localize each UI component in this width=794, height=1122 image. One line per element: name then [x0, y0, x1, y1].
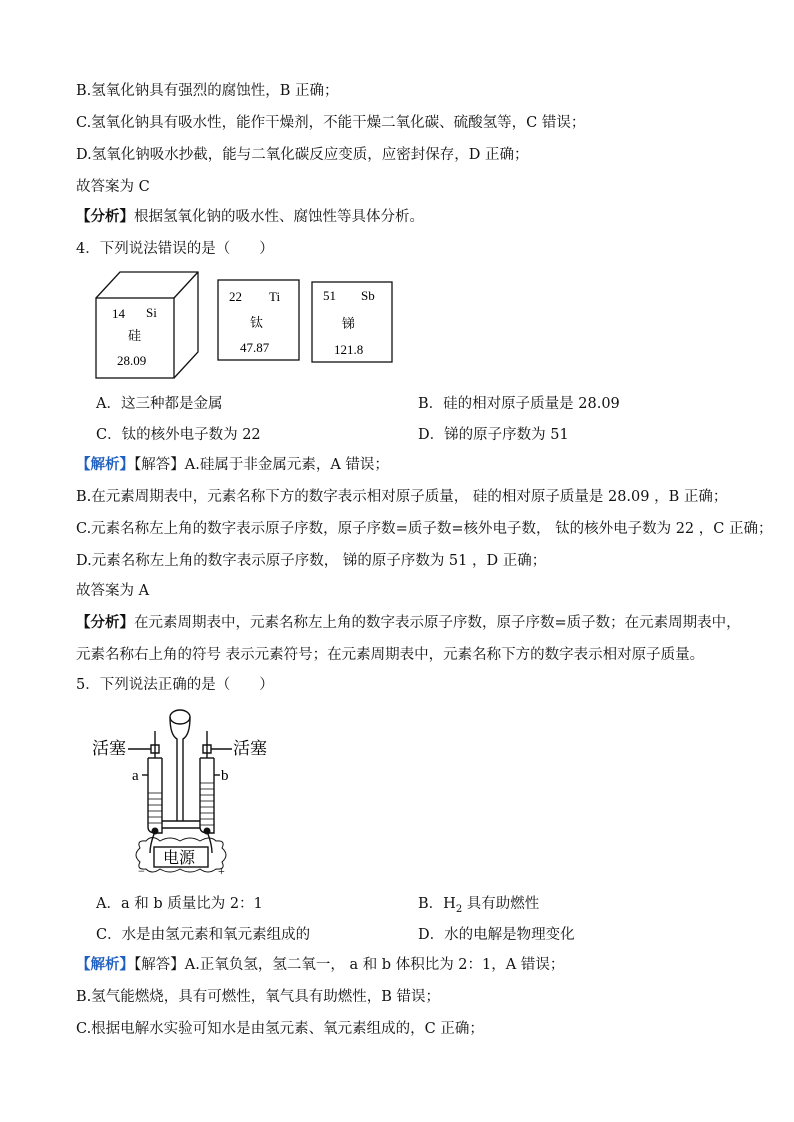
analysis-tag: 【分析】 — [76, 208, 134, 225]
positive-terminal: + — [218, 864, 225, 878]
tube-b-label: b — [221, 768, 229, 784]
q4-solution-d: D.元素名称左上角的数字表示原子序数， 锑的原子序数为 51 ，D 正确； — [76, 553, 547, 569]
jiexi-tag: 【解析】 — [76, 456, 134, 473]
q5-option-a: A．a 和 b 质量比为 2：1 — [96, 896, 263, 912]
q3-solution-b: B.氢氧化钠具有强烈的腐蚀性，B 正确； — [76, 83, 339, 99]
q5-option-b — [418, 894, 539, 920]
option-b-prefix: B．H — [418, 896, 456, 912]
titanium-mass: 47.87 — [240, 340, 270, 355]
silicon-number: 14 — [112, 306, 125, 321]
analysis-tag: 【分析】 — [76, 614, 134, 631]
jiexi-tag: 【解析】 — [76, 956, 134, 973]
q5-option-d: D．水的电解是物理变化 — [418, 927, 575, 943]
q3-answer: 故答案为 C — [76, 179, 150, 195]
negative-terminal: − — [138, 864, 145, 878]
antimony-number: 51 — [323, 288, 336, 303]
stopcock-right-label: 活塞 — [233, 739, 267, 758]
antimony-mass: 121.8 — [334, 342, 364, 357]
q5-option-c: C．水是由氢元素和氧元素组成的 — [96, 927, 311, 943]
analysis-text: 根据氢氧化钠的吸水性、腐蚀性等具体分析。 — [134, 209, 424, 225]
q5-question: 5．下列说法正确的是（ ） — [76, 677, 274, 693]
solution-a-text: A.硅属于非金属元素，A 错误； — [184, 457, 389, 473]
antimony-name: 锑 — [342, 316, 356, 331]
q5-solution-a — [76, 955, 564, 975]
silicon-name: 硅 — [128, 328, 142, 343]
q4-solution-a — [76, 455, 389, 475]
q5-solution-c: C.根据电解水实验可知水是由氢元素、氧元素组成的，C 正确； — [76, 1021, 484, 1037]
q4-option-c: C．钛的核外电子数为 22 — [96, 427, 261, 443]
q4-question: 4．下列说法错误的是（ ） — [76, 241, 274, 257]
silicon-mass: 28.09 — [117, 353, 147, 368]
q4-analysis-1 — [76, 613, 741, 633]
q4-analysis-2: 元素名称右上角的符号 表示元素符号；在元素周期表中，元素名称下方的数字表示相对原子质量。 — [76, 647, 705, 663]
q3-solution-c: C.氢氧化钠具有吸水性，能作干燥剂，不能干燥二氧化碳、硫酸氢等，C 错误； — [76, 115, 586, 131]
option-b-suffix: 具有助燃性 — [462, 896, 540, 912]
silicon-symbol: Si — [146, 305, 157, 320]
q4-option-b: B．硅的相对原子质量是 28.09 — [418, 396, 620, 412]
q4-answer: 故答案为 A — [76, 583, 150, 599]
q3-analysis — [76, 207, 424, 227]
titanium-name: 钛 — [250, 315, 264, 330]
q4-option-d: D．锑的原子序数为 51 — [418, 427, 569, 443]
water-electrolysis-apparatus-figure — [90, 703, 270, 878]
solution-a-text: A.正氧负氢，氢二氧一， a 和 b 体积比为 2：1，A 错误； — [184, 957, 565, 973]
analysis-text: 在元素周期表中，元素名称左上角的数字表示原子序数，原子序数=质子数；在元素周期表中， — [134, 615, 741, 631]
q4-solution-b: B.在元素周期表中，元素名称下方的数字表示相对原子质量， 硅的相对原子质量是 28.09 ，B 正确； — [76, 489, 728, 505]
power-source-label: 电源 — [163, 850, 196, 867]
tube-a-label: a — [132, 768, 139, 784]
titanium-number: 22 — [229, 289, 242, 304]
stopcock-left-label: 活塞 — [92, 739, 126, 758]
titanium-symbol: Ti — [269, 289, 281, 304]
jieda-tag: 【解答】 — [134, 957, 185, 973]
q4-option-a: A．这三种都是金属 — [96, 396, 223, 412]
jieda-tag: 【解答】 — [134, 457, 185, 473]
silicon-cell — [96, 272, 198, 378]
option-b-subscript: 2 — [455, 903, 463, 915]
q3-solution-d: D.氢氧化钠吸水抄截，能与二氧化碳反应变质，应密封保存，D 正确； — [76, 147, 529, 163]
periodic-table-cells-figure — [90, 268, 400, 383]
q4-solution-c: C.元素名称左上角的数字表示原子序数，原子序数=质子数=核外电子数， 钛的核外电子数为 22 ，C 正确； — [76, 521, 773, 537]
antimony-symbol: Sb — [361, 288, 375, 303]
q5-solution-b: B.氢气能燃烧，具有可燃性，氧气具有助燃性，B 错误； — [76, 989, 441, 1005]
